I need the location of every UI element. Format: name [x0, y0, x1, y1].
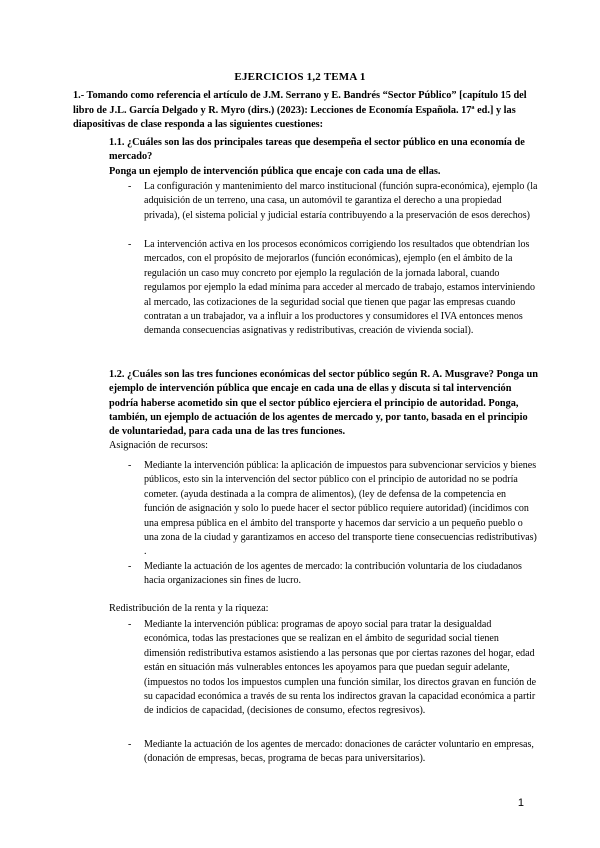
list-item-text: Mediante la intervención pública: la aplicación de impuestos para subvencionar servicios y bienes públicos, esto sin la intervención del sector público con el principio de autoridad no se podría cometer. (ayuda destinada a la compra de alimentos), (ley de defensa de la competencia en función de asignación y solo lo puede hacer el sector público requiere autoridad) (incidimos con una empresa pública en el ámbito del transporte y hacemos dar servicio a un pequeño pueblo o una zona de la ciudad y garantizamos en acceso del transporte tiene consecuencias redistributivas) .: [144, 460, 537, 558]
list-item: [128, 238, 538, 339]
question-1-2-heading: 1.2. ¿Cuáles son las tres funciones económicas del sector público según R. A. Musgrave? Ponga un ejemplo de intervención pública que encaje en cada una de ellas y discuta si tal intervención podría haberse acometido sin que el sector público ejerciera el principio de autoridad. Ponga, también, un ejemplo de actuación de los agentes de mercado y, por tanto, basada en el principio de voluntariedad, para cada una de las tres funciones.: [109, 369, 538, 438]
bullet-dash: -: [128, 561, 132, 572]
list-item-text: La intervención activa en los procesos económicos corrigiendo los resultados que obtendrían los mercados, con el propósito de mejorarlos (función económicas), ejemplo (en el ámbito de la regulación un caso muy concreto por ejemplo la regulación de la jornada laboral, cuando regulamos por ejemplo la edad mínima para acceder al mercado de trabajo, estamos interviniendo al mercado, las cotizaciones de la seguridad social que tienen que pagar las empresas cuando contratan a un trabajador, va a influir a los productores y consumidores el IVA entonces menos demanda consecuencias asignativas y redistributivas, creación de vivienda social).: [144, 239, 535, 337]
list-item-text: Mediante la intervención pública: programas de apoyo social para tratar la desigualdad económica, todas las prestaciones que se realizan en el ámbito de seguridad social tienen dimensión redistributiva estamos asistiendo a las personas que por ciertas razones del hogar, edad están en situación más vulnerables entonces les apoyamos para que puedan seguir adelante, (impuestos no todos los impuestos cumplen una función similar, los directos gravan en función de su capacidad económica a través de su renta los indirectos gravan la capacidad económica a partir de indicios de capacidad, (decisiones de consumo, efectos regresivos).: [144, 619, 537, 717]
bullet-dash: -: [128, 739, 132, 750]
list-item: [128, 618, 538, 719]
question-1-1-prompt: Ponga un ejemplo de intervención pública que encaje con cada una de ellas.: [109, 165, 441, 177]
bullet-dash: -: [128, 460, 132, 471]
bullet-dash: -: [128, 239, 132, 250]
question-1-2: [109, 368, 539, 454]
asignacion-label: Asignación de recursos:: [109, 440, 208, 452]
list-item: [128, 738, 538, 767]
intro-paragraph: 1.- Tomando como referencia el artículo de J.M. Serrano y E. Bandrés “Sector Público” [capítulo 15 del libro de J.L. García Delgado y R. Myro (dirs.) (2023): Lecciones de Economía Española. 17ª ed.] y las diapositivas de clase responda a las siguientes cuestiones:: [73, 90, 527, 130]
page-number: 1: [517, 797, 524, 809]
list-item: [128, 180, 538, 223]
question-1-1: [109, 136, 539, 179]
bullet-dash: -: [128, 619, 132, 630]
question-1-1-heading: 1.1. ¿Cuáles son las dos principales tareas que desempeña el sector público en una economía de mercado?: [109, 137, 525, 163]
bullet-dash: -: [128, 181, 132, 192]
list-item-text: Mediante la actuación de los agentes de mercado: la contribución voluntaria de los ciudadanos hacia organizaciones sin fines de lucro.: [144, 561, 522, 587]
redistribucion-label: Redistribución de la renta y la riqueza:: [109, 603, 269, 614]
list-item-text: Mediante la actuación de los agentes de mercado: donaciones de carácter voluntario en empresas, (donación de empresas, becas, programa de becas para universitarios).: [144, 739, 534, 765]
list-item: [128, 459, 538, 560]
list-item: [128, 560, 538, 589]
list-item-text: La configuración y mantenimiento del marco institucional (función supra-económica), ejemplo (la adquisición de un terreno, una casa, un automóvil te garantiza el derecho a una propiedad privada), (el sistema policial y judicial estaría contribuyendo a la preservación de esos derechos): [144, 181, 538, 221]
page-title: EJERCICIOS 1,2 TEMA 1: [234, 71, 366, 83]
